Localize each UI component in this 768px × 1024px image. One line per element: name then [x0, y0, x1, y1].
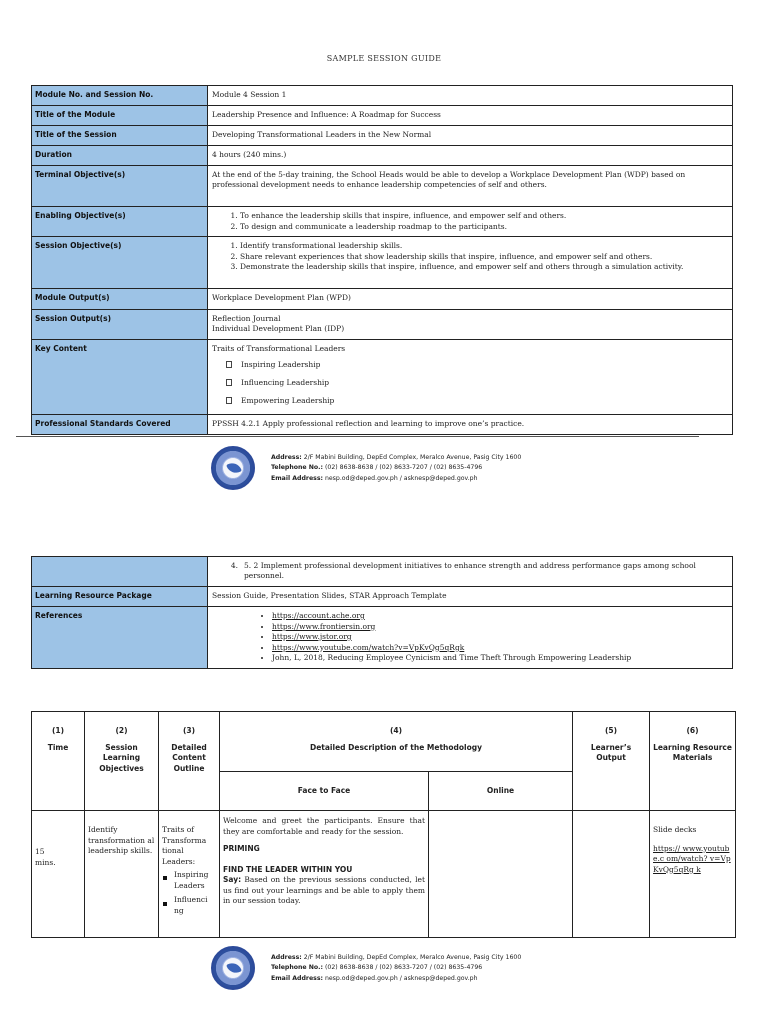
info-value: PPSSH 4.2.1 Apply professional reflection and learning to improve one’s practice.	[208, 415, 733, 435]
list-item: Inspiring Leaders	[162, 869, 216, 895]
page-title: SAMPLE SESSION GUIDE	[326, 54, 442, 63]
info-label: Enabling Objective(s)	[32, 207, 208, 237]
list-item[interactable]	[272, 611, 728, 622]
reference-link[interactable]: https://www.frontiersin.org	[272, 621, 376, 631]
checkbox-glyph-icon	[226, 397, 232, 404]
item-number: 4.	[230, 561, 238, 570]
info-value	[208, 557, 733, 587]
list-item	[272, 653, 728, 664]
list-item: 1. To enhance the leadership skills that inspire, influence, and empower self and others.	[240, 211, 728, 222]
info-value	[208, 607, 733, 669]
info-value: Developing Transformational Leaders in the New Normal	[208, 126, 733, 146]
f2f-priming: PRIMING	[223, 844, 260, 853]
header-content-outline: (3) Detailed Content Outline	[159, 712, 220, 811]
email-label: Email Address:	[271, 974, 323, 982]
info-value: Session Guide, Presentation Slides, STAR Approach Template	[208, 587, 733, 607]
key-content-heading: Traits of Transformational Leaders	[212, 344, 346, 353]
traits-list	[226, 356, 728, 410]
info-row-session-objectives	[32, 237, 733, 289]
info-row-learning-resource-package	[32, 587, 733, 607]
telephone-label: Telephone No.:	[271, 964, 324, 972]
checkbox-glyph-icon	[226, 361, 232, 368]
reference-text: John, L, 2018, Reducing Employee Cynicism and Time Theft Through Empowering Leadership	[272, 653, 632, 662]
info-row-module-session	[32, 86, 733, 106]
email-text: nesp.od@deped.gov.ph / asknesp@deped.gov.ph	[324, 474, 478, 482]
info-row-terminal-objectives	[32, 166, 733, 207]
address-label: Address:	[271, 454, 302, 461]
trait-label: Influencing Leadership	[241, 378, 330, 387]
info-row-session-outputs	[32, 310, 733, 340]
time-cell: 15 mins.	[32, 811, 85, 938]
online-cell	[429, 811, 573, 938]
item-text: 5. 2 Implement professional development initiatives to enhance strength and address performance gaps among school personnel.	[244, 561, 696, 580]
info-row-key-content	[32, 340, 733, 415]
info-value: 4 hours (240 mins.)	[208, 146, 733, 166]
list-item: 2. To design and communicate a leadership roadmap to the participants.	[240, 222, 728, 233]
info-label	[32, 557, 208, 587]
list-item[interactable]	[272, 632, 728, 643]
address-text: 2/F Mabini Building, DepEd Complex, Meralco Avenue, Pasig City 1600	[303, 954, 522, 961]
info-value: At the end of the 5-day training, the School Heads would be able to develop a Workplace Development Plan (WDP) based on professional development needs to enhance leadership competencies of self and others.	[208, 166, 733, 207]
checkbox-glyph-icon	[226, 379, 232, 386]
objective-cell: Identify transformation al leadership skills.	[85, 811, 159, 938]
info-label: Terminal Objective(s)	[32, 166, 208, 207]
info-label: References	[32, 607, 208, 669]
outline-cell	[159, 811, 220, 938]
info-label: Title of the Session	[32, 126, 208, 146]
deped-seal-icon	[211, 946, 255, 990]
footer-contact	[271, 453, 571, 484]
info-row-references	[32, 607, 733, 669]
info-label: Module Output(s)	[32, 289, 208, 310]
session-info-table	[31, 85, 733, 435]
reference-link[interactable]: https://account.ache.org	[272, 611, 365, 620]
table-row	[32, 811, 736, 938]
info-label: Module No. and Session No.	[32, 86, 208, 106]
reference-link[interactable]: https://www.youtube.com/watch?v=VpKvQg5qRgk	[272, 642, 465, 652]
info-label: Session Output(s)	[32, 310, 208, 340]
outline-list	[162, 869, 216, 916]
say-label: Say:	[223, 875, 242, 884]
footer-contact	[271, 953, 571, 984]
session-objectives-list	[240, 241, 728, 273]
list-item: 1. Identify transformational leadership skills.	[240, 241, 728, 252]
header-learners-output: (5) Learner’s Output	[573, 712, 650, 811]
info-label: Duration	[32, 146, 208, 166]
info-label: Key Content	[32, 340, 208, 415]
enabling-objectives-list	[240, 211, 728, 232]
f2f-intro: Welcome and greet the participants. Ensure that they are comfortable and ready for the session.	[223, 816, 425, 836]
trait-label: Empowering Leadership	[241, 396, 335, 405]
info-label: Title of the Module	[32, 106, 208, 126]
f2f-say	[223, 875, 425, 907]
info-value	[208, 310, 733, 340]
header-online: Online	[429, 772, 573, 811]
info-label: Session Objective(s)	[32, 237, 208, 289]
info-value: Workplace Development Plan (WPD)	[208, 289, 733, 310]
list-item: 3. Demonstrate the leadership skills that inspire, influence, and empower self and others through a simulation activity.	[240, 262, 728, 273]
list-item	[226, 374, 728, 392]
info-row-session-title	[32, 126, 733, 146]
output-cell	[573, 811, 650, 938]
info-row-enabling-objectives	[32, 207, 733, 237]
continuation-table	[31, 556, 733, 669]
info-label: Professional Standards Covered	[32, 415, 208, 435]
info-label: Learning Resource Package	[32, 587, 208, 607]
header-face-to-face: Face to Face	[220, 772, 429, 811]
session-output-line: Individual Development Plan (IDP)	[212, 324, 345, 333]
footer-divider	[16, 436, 699, 437]
address-label: Address:	[271, 954, 302, 961]
session-output-line: Reflection Journal	[212, 314, 281, 323]
info-value	[208, 237, 733, 289]
outline-heading: Traits of Transforma tional Leaders:	[162, 825, 207, 866]
list-item	[226, 356, 728, 374]
trait-label: Inspiring Leadership	[241, 360, 321, 369]
info-row-module-title	[32, 106, 733, 126]
info-value: Module 4 Session 1	[208, 86, 733, 106]
info-value: Leadership Presence and Influence: A Roadmap for Success	[208, 106, 733, 126]
address-text: 2/F Mabini Building, DepEd Complex, Meralco Avenue, Pasig City 1600	[303, 454, 522, 461]
header-time: (1) Time	[32, 712, 85, 811]
info-row-module-outputs	[32, 289, 733, 310]
info-row-professional-standards	[32, 415, 733, 435]
list-item: 2. Share relevant experiences that show leadership skills that inspire, influence, and empower self and others.	[240, 252, 728, 263]
f2f-activity: FIND THE LEADER WITHIN YOU	[223, 864, 353, 874]
materials-cell	[650, 811, 736, 938]
materials-link[interactable]: https:// www.youtube.c om/watch? v=VpKvQg5qRg k	[653, 843, 731, 874]
deped-seal-icon	[211, 446, 255, 490]
info-value	[208, 340, 733, 415]
info-row-duration	[32, 146, 733, 166]
face-to-face-cell	[220, 811, 429, 938]
list-item: Influenci ng	[162, 895, 216, 916]
list-item	[226, 392, 728, 410]
header-methodology: (4) Detailed Description of the Methodology	[220, 712, 573, 772]
list-item[interactable]	[272, 622, 728, 633]
methodology-table	[31, 711, 736, 938]
header-resource-materials: (6) Learning Resource Materials	[650, 712, 736, 811]
continuation-row	[32, 557, 733, 587]
reference-link[interactable]: https://www.jstor.org	[272, 632, 352, 641]
email-text: nesp.od@deped.gov.ph / asknesp@deped.gov.ph	[324, 974, 478, 982]
say-text: Based on the previous sessions conducted, let us find out your learnings and be able to apply them in our session today.	[223, 875, 425, 905]
email-label: Email Address:	[271, 474, 323, 482]
materials-text: Slide decks	[653, 825, 697, 834]
info-value	[208, 207, 733, 237]
telephone-label: Telephone No.:	[271, 464, 324, 472]
telephone-text: (02) 8638-8638 / (02) 8633-7207 / (02) 8635-4796	[324, 464, 483, 472]
list-item[interactable]	[272, 643, 728, 654]
references-list	[272, 611, 728, 664]
telephone-text: (02) 8638-8638 / (02) 8633-7207 / (02) 8635-4796	[324, 964, 483, 972]
header-session-objectives: (2) Session Learning Objectives	[85, 712, 159, 811]
